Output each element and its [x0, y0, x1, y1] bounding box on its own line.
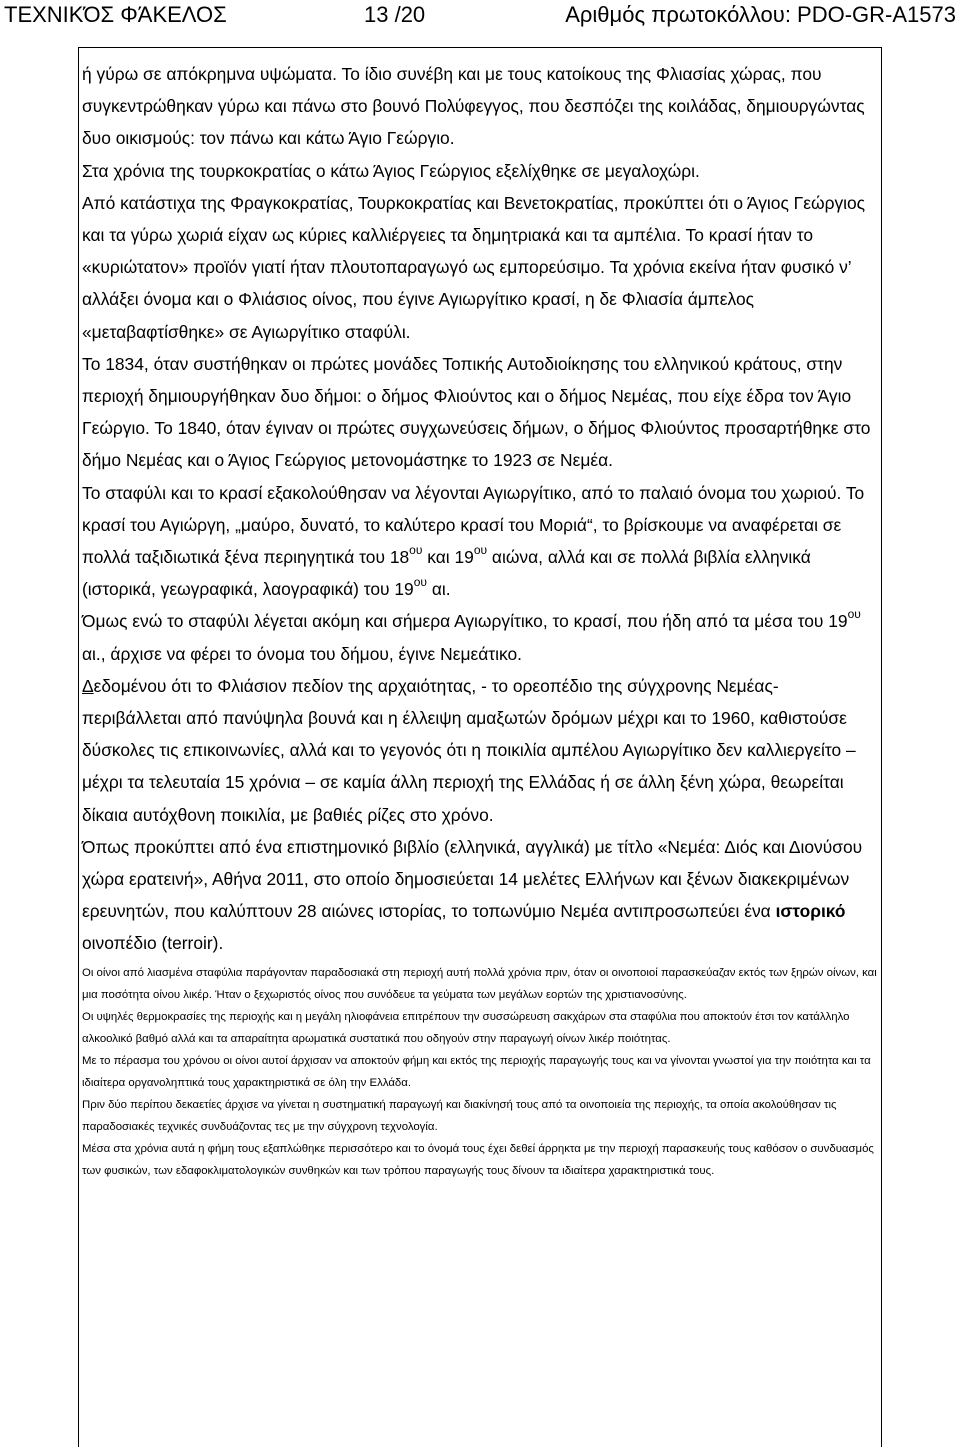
quote-text: „μαύρο, δυνατό, το καλύτερο κρασί του Μοριά“ [235, 514, 593, 535]
document-body [82, 58, 878, 1182]
text-run: αι. [426, 579, 451, 600]
note-paragraph: Οι οίνοι από λιασμένα σταφύλια παράγονταν παραδοσιακά στη περιοχή αυτή πολλά χρόνια πριν, όταν οι οινοποιοί παρασκεύαζαν εκτός των ξηρών οίνων, και μια ποσότητα οίνου λικέρ. Ήταν ο ξεχωριστός οίνος που συνόδευε τα γεύματα των μεγάλων εορτών της χριστιανοσύνης. [82, 966, 877, 1001]
paragraph [82, 605, 878, 669]
paragraph: ή γύρω σε απόκρημνα υψώματα. Το ίδιο συνέβη και με τους κατοίκους της Φλιασίας χώρας, που συγκεντρώθηκαν γύρω και πάνω στο βουνό Πολύφεγγος, που δεσπόζει της κοιλάδας, δημιουργώντας δυο οικισμούς: τον πάνω και κάτω Άγιο Γεώργιο. [82, 64, 865, 149]
paragraph [82, 831, 878, 960]
protocol-number: Αριθμός πρωτοκόλλου: PDO-GR-A1573 [565, 2, 956, 27]
text-run: Το σταφύλι και το κρασί εξακολούθησαν να λέγονται Αγιωργίτικο, από το παλαιό όνομα του χωριού. Το κρασί του Αγιώργη, [82, 482, 865, 535]
text-run: Όπως προκύπτει από ένα επιστημονικό βιβλίο (ελληνικά, αγγλικά) με τίτλο «Νεμέα: Διός και Διονύσου χώρα ερατεινή», Αθήνα 2011, στο οποίο δημοσιεύεται 14 μελέτες Ελλήνων και ξένων διακεκριμένων ερευνητών, που καλύπτουν 28 αιώνες ιστορίας, το τοπωνύμιο Νεμέα αντιπροσωπεύει ένα [82, 836, 863, 922]
text-run: , το βρίσκουμε να αναφέρεται σε πολλά ταξιδιωτικά ξένα περιηγητικά του [82, 514, 842, 568]
superscript: ου [473, 543, 488, 558]
note-paragraph: Μέσα στα χρόνια αυτά η φήμη τους εξαπλώθηκε περισσότερο και το όνομά τους έχει δεθεί άρρηκτα με την περιοχή παρασκευής τους καθόσον ο συνδυασμός των φυσικών, των εδαφοκλιματολογικών συνθηκών και των τρόπου παραγωγής τους δίνουν τα ιδιαίτερα χαρακτηριστικά τους. [82, 1142, 874, 1177]
text-run: οινοπέδιο (terroir). [82, 933, 224, 954]
paragraph [82, 477, 878, 606]
paragraph: Στα χρόνια της τουρκοκρατίας ο κάτω Άγιος Γεώργιος εξελίχθηκε σε μεγαλοχώρι. [82, 160, 700, 181]
document-header [0, 0, 960, 36]
paragraph: Το 1834, όταν συστήθηκαν οι πρώτες μονάδες Τοπικής Αυτοδιοίκησης του ελληνικού κράτους, στην περιοχή δημιουργήθηκαν δυο δήμοι: ο δήμος Φλιούντος και ο δήμος Νεμέας, που είχε έδρα τον Άγιο Γεώργιο. Το 1840, όταν έγιναν οι πρώτες συγχωνεύσεις δήμων, ο δήμος Φλιούντος προσαρτήθηκε στο δήμο Νεμέας και ο Άγιος Γεώργιος μετονομάστηκε το 1923 σε Νεμέα. [82, 353, 871, 471]
note-paragraph: Οι υψηλές θερμοκρασίες της περιοχής και η μεγάλη ηλιοφάνεια επιτρέπουν την συσσώρευση σακχάρων στα σταφύλια που αποκτούν έτσι τον κατάλληλο αλκοολικό βαθμό αλλά και τα απαραίτητα αρωματικά συστατικά που οδηγούν στην παραγωγή οίνων λικέρ ποιότητας. [82, 1010, 850, 1045]
superscript: ου [847, 607, 861, 622]
century-number: 19 [454, 547, 474, 568]
superscript: ου [409, 543, 423, 558]
note-paragraph: Με το πέρασμα του χρόνου οι οίνοι αυτοί άρχισαν να αποκτούν φήμη και εκτός της περιοχής παραγωγής τους και να γίνονται γνωστοί για την ποιότητα και τα ιδιαίτερα οργανοληπτικά τους χαρακτηριστικά σε όλη την Ελλάδα. [82, 1054, 871, 1089]
century-number: 19 [394, 579, 414, 600]
page-number: 13 /20 [364, 2, 426, 27]
text-run: αιώνα, αλλά και σε πολλά βιβλία ελληνικά (ιστορικά, γεωγραφικά, λαογραφικά) του [82, 547, 811, 600]
century-number: 19 [828, 611, 848, 632]
note-paragraph: Πριν δύο περίπου δεκαετίες άρχισε να γίνεται η συστηματική παραγωγή και διακίνησή τους από τα οινοποιεία της περιοχής, τα οποία ακολούθησαν τις παραδοσιακές τεχνικές συνδυάζοντας τες με την σύγχρονη τεχνολογία. [82, 1098, 837, 1133]
text-run: Όμως ενώ το σταφύλι λέγεται ακόμη και σήμερα Αγιωργίτικο, το κρασί, που ήδη από τα μέσα του [82, 611, 829, 632]
header-title: ΤΕΧΝΙΚΌΣ ΦΆΚΕΛΟΣ [4, 2, 227, 27]
notes-section [82, 962, 878, 1182]
paragraph: Από κατάστιχα της Φραγκοκρατίας, Τουρκοκρατίας και Βενετοκρατίας, προκύπτει ότι ο Άγιος Γεώργιος και τα γύρω χωριά είχαν ως κύριες καλλιέργειες τα δημητριακά και τα αμπέλια. Το κρασί ήταν το «κυριώτατον» προϊόν γιατί ήταν πλουτοπαραγωγό ως εμπορεύσιμο. Τα χρόνια εκείνα ήταν φυσικό ν’ αλλάξει όνομα και ο Φλιάσιος οίνος, που έγινε Αγιωργίτικο κρασί, η δε Φλιασία άμπελος «μεταβαφτίσθηκε» σε Αγιωργίτικο σταφύλι. [82, 192, 866, 342]
text-run: αι., άρχισε να φέρει το όνομα του δήμου, έγινε Νεμεάτικο. [82, 643, 522, 664]
superscript: ου [413, 575, 427, 590]
century-number: 18 [389, 547, 410, 568]
bold-term: ιστορικό [775, 901, 846, 922]
paragraph: Δεδομένου ότι το Φλιάσιον πεδίον της αρχαιότητας, - το ορεοπέδιο της σύγχρονης Νεμέας- περιβάλλεται από πανύψηλα βουνά και η έλλειψη αμαξωτών δρόμων μέχρι και το 1960, καθιστούσε δύσκολες τις επικοινωνίες, αλλά και το γεγονός ότι η ποικιλία αμπέλου Αγιωργίτικο δεν καλλιεργείτο – μέχρι τα τελευταία 15 χρόνια – σε καμία άλλη περιοχή της Ελλάδας ή σε άλλη ξένη χώρα, θεωρείται δίκαια αυτόχθονη ποικιλία, με βαθιές ρίζες στο χρόνο. [82, 675, 856, 825]
text-run: και [422, 547, 455, 568]
